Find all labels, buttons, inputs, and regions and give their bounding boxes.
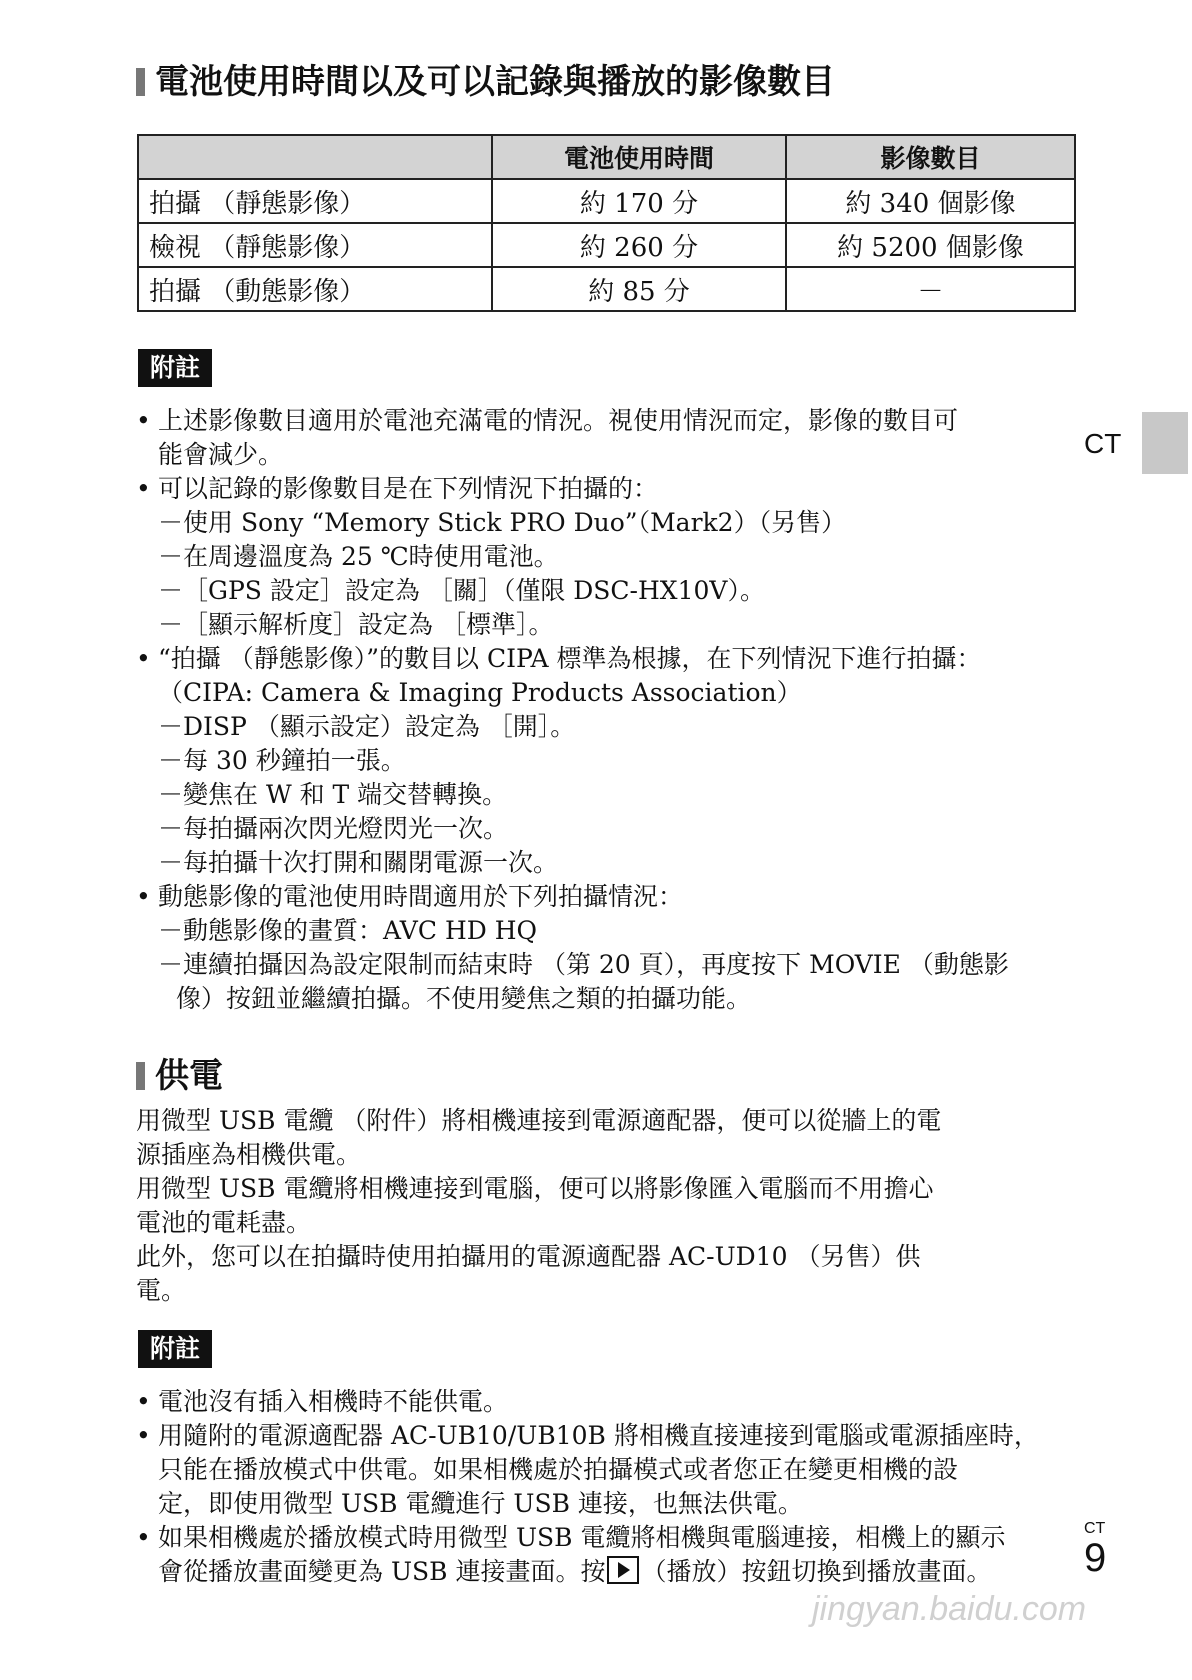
note-subitem: －DISP （顯示設定）設定為 ［開］。 [158, 712, 576, 741]
table-cell: 約 5200 個影像 [786, 223, 1075, 267]
play-icon [607, 1556, 639, 1584]
table-header-time: 電池使用時間 [492, 135, 786, 179]
note-item-cont [136, 1555, 1076, 1589]
note-subitem: －變焦在 W 和 T 端交替轉換。 [158, 780, 508, 809]
note-item-cont: 只能在播放模式中供電。如果相機處於拍攝模式或者您正在變更相機的設 [158, 1455, 959, 1484]
table-cell: 約 340 個影像 [786, 179, 1075, 223]
note-subitem: －［GPS 設定］設定為 ［關］（僅限 DSC-HX10V）。 [158, 576, 765, 605]
note-text: 會從播放畫面變更為 USB 連接畫面。按 [158, 1557, 606, 1586]
side-tab [1142, 412, 1188, 474]
table-cell: 拍攝 （動態影像） [138, 267, 492, 311]
page-suffix: CT [1084, 1520, 1106, 1537]
note-subitem: －動態影像的畫質：AVC HD HQ [158, 916, 538, 945]
body-line: 用微型 USB 電纜將相機連接到電腦，便可以將影像匯入電腦而不用擔心 [136, 1174, 934, 1203]
section-title-text: 電池使用時間以及可以記錄與播放的影像數目 [155, 62, 835, 102]
table-cell: 約 260 分 [492, 223, 786, 267]
table-row [138, 179, 1075, 223]
notes-list-2 [136, 1385, 1076, 1589]
note-item: • “拍攝 （靜態影像）”的數目以 CIPA 標準為根據，在下列情況下進行拍攝： [136, 642, 1076, 676]
table-cell: 檢視 （靜態影像） [138, 223, 492, 267]
note-subitem: －每 30 秒鐘拍一張。 [158, 746, 406, 775]
note-subitem: －使用 Sony “Memory Stick PRO Duo”（Mark2）（另售） [158, 508, 847, 537]
note-item: • 可以記錄的影像數目是在下列情況下拍攝的： [136, 472, 1076, 506]
section-title-battery [136, 62, 835, 102]
note-label: 附註 [138, 349, 212, 387]
note-subitem: －［顯示解析度］設定為 ［標準］。 [158, 610, 554, 639]
watermark: jingyan.baidu.com [812, 1590, 1087, 1628]
body-line: 用微型 USB 電纜 （附件）將相機連接到電源適配器，便可以從牆上的電 [136, 1106, 942, 1135]
note-subitem-cont: 像）按鈕並繼續拍攝。不使用變焦之類的拍攝功能。 [176, 984, 752, 1013]
table-cell: － [786, 267, 1075, 311]
table-header-blank [138, 135, 492, 179]
note-item-cont: 能會減少。 [158, 440, 284, 469]
table-row [138, 223, 1075, 267]
note-label: 附註 [138, 1330, 212, 1368]
body-line: 此外，您可以在拍攝時使用拍攝用的電源適配器 AC-UD10 （另售）供 [136, 1242, 921, 1271]
notes-list-1 [136, 404, 1076, 1016]
note-subitem: －連續拍攝因為設定限制而結束時 （第 20 頁），再度按下 MOVIE （動態影 [158, 950, 1009, 979]
note-item: • 如果相機處於播放模式時用微型 USB 電纜將相機與電腦連接，相機上的顯示 [136, 1521, 1076, 1555]
note-subitem: －每拍攝兩次閃光燈閃光一次。 [158, 814, 509, 843]
section-marker [136, 68, 145, 96]
body-line: 源插座為相機供電。 [136, 1140, 362, 1169]
side-tab-label: CT [1084, 428, 1122, 459]
section-title-text: 供電 [155, 1056, 223, 1096]
table-header-row [138, 135, 1075, 179]
table-row [138, 267, 1075, 311]
note-item-cont: （CIPA: Camera & Imaging Products Association） [158, 678, 802, 707]
note-subitem: －每拍攝十次打開和關閉電源一次。 [158, 848, 559, 877]
table-cell: 拍攝 （靜態影像） [138, 179, 492, 223]
note-item: • 動態影像的電池使用時間適用於下列拍攝情況： [136, 880, 1076, 914]
note-item-cont: 定，即使用微型 USB 電纜進行 USB 連接，也無法供電。 [158, 1489, 803, 1518]
note-text: （播放）按鈕切換到播放畫面。 [641, 1557, 992, 1586]
battery-table [137, 134, 1076, 312]
table-cell: 約 85 分 [492, 267, 786, 311]
table-header-count: 影像數目 [786, 135, 1075, 179]
section-marker [136, 1062, 145, 1090]
note-item: • 上述影像數目適用於電池充滿電的情況。視使用情況而定，影像的數目可 [136, 404, 1076, 438]
note-subitem: －在周邊溫度為 25 ℃時使用電池。 [158, 542, 559, 571]
section-title-power [136, 1056, 223, 1096]
table-cell: 約 170 分 [492, 179, 786, 223]
body-line: 電。 [136, 1276, 187, 1305]
note-item: • 用隨附的電源適配器 AC-UB10/UB10B 將相機直接連接到電腦或電源插座時， [136, 1419, 1076, 1453]
page-number: 9 [1084, 1536, 1107, 1580]
body-line: 電池的電耗盡。 [136, 1208, 312, 1237]
power-body [136, 1104, 1076, 1308]
note-item: • 電池沒有插入相機時不能供電。 [136, 1385, 1076, 1419]
